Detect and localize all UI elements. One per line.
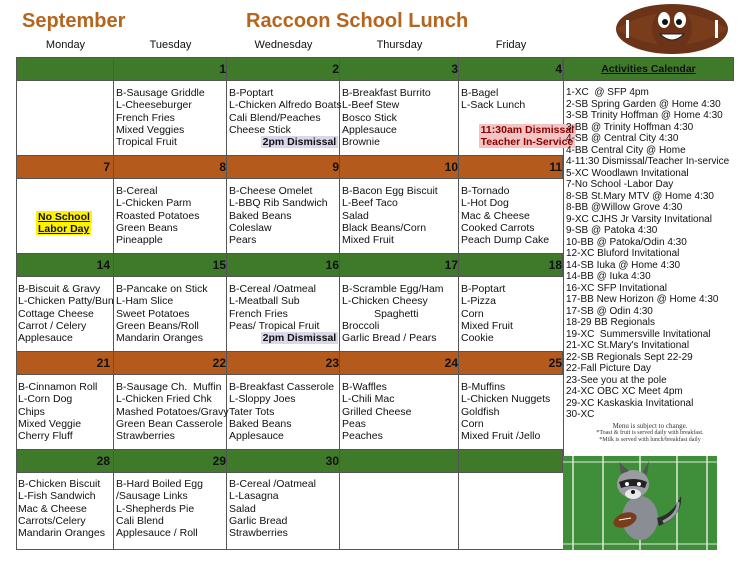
date-29: 29 [212,454,226,468]
activities-list: 1-XC @ SFP 4pm 2-SB Spring Garden @ Home 4:30 3-SB Trinity Hoffman @ Home 4:30 3-BB @ Trinity Hoffman 4:30 4-SB @ Central City 4:30 4-BB Central City @ Home 4-11:30 Dismissal/Teacher In-service 5-XC Woodlawn Invitational 7-No School -Labor Day 8-SB St.Mary MTV @ Home 4:30 8-BB @Willow Grove 4:30 9-XC CJHS Jr Varsity Invitational 9-SB @ Patoka 4:30 10-BB @ Patoka/Odin 4:30 12-XC Bluford Invitational 14-SB Iuka @ Home 4:30 14-BB @ Iuka 4:30 16-XC SFP Invitational 17-BB New Horizon @ Home 4:30 17-SB @ Odin 4:30 18-29 BB Regionals 19-XC Summersville Invitational 21-XC St.Mary's Invitational 22-SB Regionals Sept 22-29 22-Fall Picture Day 23-See you at the pole 24-XC OBC XC Meet 4pm 29-XC Kaskaskia Invitational 30-XC [566,87,730,420]
holiday-day-7: No School Labor Day [38,211,90,236]
week-1-band [16,57,563,81]
inservice-note-day-4: Teacher In-Service [480,136,574,149]
date-11: 11 [549,160,562,174]
date-22: 22 [212,356,226,370]
football-mascot-logo [612,2,732,56]
menu-day-18: B-Poptart L-Pizza Corn Mixed Fruit Cookie [461,283,513,345]
date-23: 23 [325,356,339,370]
menu-notes: Menu is subject to change. *Toast & fruit is served daily with breakfast. *Milk is served with lunch/breakfast daily [591,423,709,453]
menu-day-22: B-Sausage Ch. Muffin L-Chicken Fried Chk Mashed Potatoes/Gravy Green Bean Casserole Strawberries [116,381,229,443]
menu-day-21: B-Cinnamon Roll L-Corn Dog Chips Mixed Veggie Cherry Fluff [18,381,98,443]
menu-day-1: B-Sausage Griddle L-Cheeseburger French Fries Mixed Veggies Tropical Fruit [116,87,205,149]
menu-day-2: B-Poptart L-Chicken Alfredo Boats Cali Blend/Peaches Cheese Stick 2pm Dismissal [229,87,342,149]
activities-calendar-header [563,57,734,81]
menu-day-14: B-Biscuit & Gravy L-Chicken Patty/Bun Cottage Cheese Carrot / Celery Applesauce [18,283,114,345]
date-15: 15 [212,258,226,272]
date-10: 10 [444,160,458,174]
date-9: 9 [332,160,339,174]
menu-day-28: B-Chicken Biscuit L-Fish Sandwich Mac & Cheese Carrots/Celery Mandarin Oranges [18,478,105,540]
day-header-thursday: Thursday [376,39,423,51]
month-title: September [22,10,126,32]
date-7: 7 [103,160,110,174]
date-4: 4 [555,62,562,76]
date-24: 24 [444,356,458,370]
menu-day-25: B-Muffins L-Chicken Nuggets Goldfish Corn Mixed Fruit /Jello [461,381,551,443]
menu-day-23: B-Breakfast Casserole L-Sloppy Joes Tater Tots Baked Beans Applesauce [229,381,335,443]
dismissal-note-day-16: 2pm Dismissal [262,332,337,345]
date-1: 1 [219,62,226,76]
dismissal-note-day-4: 11:30am Dismissal [480,123,575,136]
menu-day-16: B-Cereal /Oatmeal L-Meatball Sub French Fries Peas/ Tropical Fruit 2pm Dismissal [229,283,337,345]
day-header-wednesday: Wednesday [254,39,313,51]
menu-day-15: B-Pancake on Stick L-Ham Slice Sweet Potatoes Green Beans/Roll Mandarin Oranges [116,283,208,345]
date-30: 30 [325,454,339,468]
date-8: 8 [219,160,226,174]
menu-day-24: B-Waffles L-Chili Mac Grilled Cheese Peas Peaches [342,381,412,443]
date-16: 16 [325,258,339,272]
date-17: 17 [444,258,458,272]
date-2: 2 [332,62,339,76]
menu-day-30: B-Cereal /Oatmeal L-Lasagna Salad Garlic Bread Strawberries [229,478,316,540]
menu-day-10: B-Bacon Egg Biscuit L-Beef Taco Salad Black Beans/Corn Mixed Fruit [342,185,438,247]
date-18: 18 [548,258,562,272]
date-25: 25 [548,356,562,370]
activities-calendar-title: Activities Calendar [601,63,696,75]
day-header-tuesday: Tuesday [149,39,192,51]
raccoon-football-field-image [563,456,717,550]
date-14: 14 [96,258,110,272]
menu-day-8: B-Cereal L-Chicken Parm Roasted Potatoes Green Beans Pineapple [116,185,200,247]
menu-day-3: B-Breakfast Burrito L-Beef Stew Bosco Stick Applesauce Brownie [342,87,431,149]
menu-day-9: B-Cheese Omelet L-BBQ Rib Sandwich Baked Beans Coleslaw Pears [229,185,328,247]
date-21: 21 [96,356,110,370]
date-28: 28 [96,454,110,468]
date-3: 3 [451,62,458,76]
page-title: Raccoon School Lunch [246,10,469,32]
dismissal-note-day-2: 2pm Dismissal [262,136,337,149]
day-header-monday: Monday [45,39,86,51]
menu-day-17: B-Scramble Egg/Ham L-Chicken Cheesy Spaghetti Broccoli Garlic Bread / Pears [342,283,444,345]
menu-day-29: B-Hard Boiled Egg /Sausage Links L-Shepherds Pie Cali Blend Applesauce / Roll [116,478,203,540]
menu-day-4: B-Bagel L-Sack Lunch 11:30am Dismissal Teacher In-Service [461,87,575,149]
day-header-friday: Friday [495,39,527,51]
menu-day-11: B-Tornado L-Hot Dog Mac & Cheese Cooked Carrots Peach Dump Cake [461,185,550,247]
